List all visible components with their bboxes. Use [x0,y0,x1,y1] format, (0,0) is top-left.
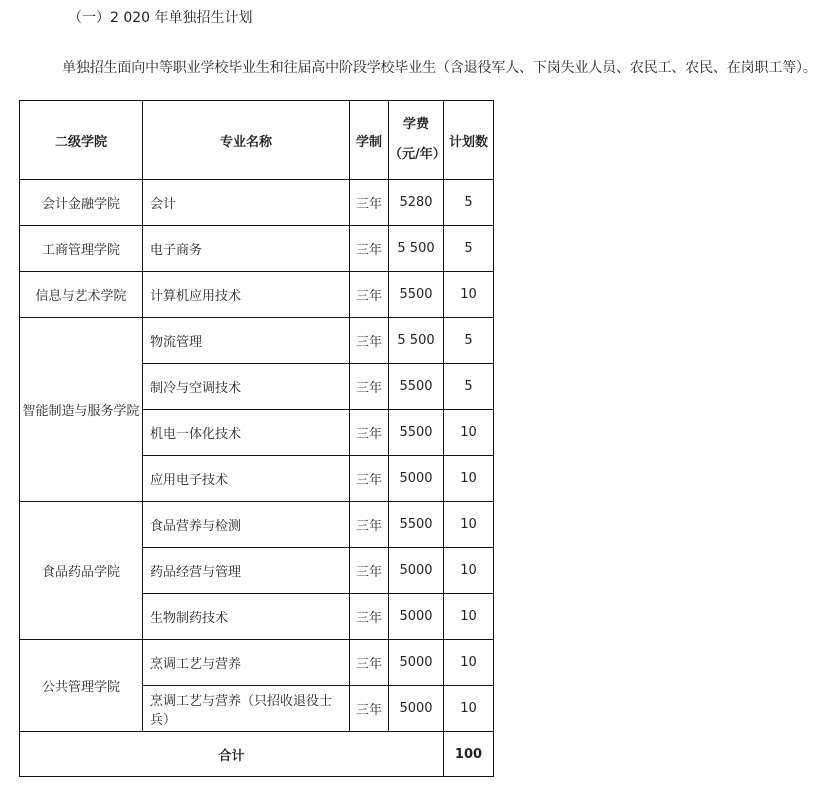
college-cell: 食品药品学院 [20,502,143,640]
duration-cell: 三年 [350,318,389,364]
quota-cell: 5 [444,226,494,272]
duration-cell: 三年 [350,410,389,456]
total-label: 合计 [20,732,444,777]
fee-cell: 5000 [389,594,444,640]
quota-cell: 10 [444,502,494,548]
fee-cell: 5500 [389,502,444,548]
header-duration: 学制 [350,101,389,180]
header-fee-line1: 学费 [402,117,429,132]
college-cell: 公共管理学院 [20,640,143,732]
major-cell: 生物制药技术 [143,594,350,640]
college-cell: 智能制造与服务学院 [20,318,143,502]
major-cell: 计算机应用技术 [143,272,350,318]
table-row [20,640,494,686]
fee-cell: 5280 [389,180,444,226]
header-fee [389,101,444,180]
duration-cell: 三年 [350,226,389,272]
table-row [20,272,494,318]
table-row [20,180,494,226]
enrollment-plan-table [19,100,494,777]
table-row [20,502,494,548]
table-header-row [20,101,494,180]
major-cell: 会计 [143,180,350,226]
major-cell: 药品经营与管理 [143,548,350,594]
major-cell: 食品营养与检测 [143,502,350,548]
college-cell: 信息与艺术学院 [20,272,143,318]
quota-cell: 10 [444,456,494,502]
major-cell: 制冷与空调技术 [143,364,350,410]
header-quota: 计划数 [444,101,494,180]
fee-cell: 5000 [389,548,444,594]
quota-cell: 10 [444,410,494,456]
quota-cell: 5 [444,318,494,364]
college-cell: 工商管理学院 [20,226,143,272]
duration-cell: 三年 [350,548,389,594]
fee-cell: 5500 [389,364,444,410]
total-value: 100 [444,732,494,777]
table-row [20,318,494,364]
duration-cell: 三年 [350,502,389,548]
header-fee-line2: （元/年） [389,147,446,162]
major-cell: 烹调工艺与营养 [143,640,350,686]
fee-cell: 5500 [389,272,444,318]
header-major: 专业名称 [143,101,350,180]
fee-cell: 5500 [389,410,444,456]
intro-paragraph: 单独招生面向中等职业学校毕业生和往届高中阶段学校毕业生（含退役军人、下岗失业人员、农民工、农民、在岗职工等）。 [62,60,817,76]
fee-cell: 5 500 [389,226,444,272]
duration-cell: 三年 [350,686,389,732]
quota-cell: 10 [444,640,494,686]
fee-cell: 5000 [389,456,444,502]
college-cell: 会计金融学院 [20,180,143,226]
duration-cell: 三年 [350,594,389,640]
quota-cell: 5 [444,180,494,226]
major-cell: 机电一体化技术 [143,410,350,456]
duration-cell: 三年 [350,456,389,502]
fee-cell: 5000 [389,640,444,686]
major-cell: 应用电子技术 [143,456,350,502]
fee-cell: 5 500 [389,318,444,364]
total-row [20,732,494,777]
duration-cell: 三年 [350,364,389,410]
quota-cell: 5 [444,364,494,410]
major-cell: 烹调工艺与营养（只招收退役士兵） [143,686,350,732]
major-cell: 电子商务 [143,226,350,272]
quota-cell: 10 [444,548,494,594]
duration-cell: 三年 [350,180,389,226]
quota-cell: 10 [444,272,494,318]
quota-cell: 10 [444,594,494,640]
duration-cell: 三年 [350,640,389,686]
fee-cell: 5000 [389,686,444,732]
quota-cell: 10 [444,686,494,732]
header-college: 二级学院 [20,101,143,180]
major-cell: 物流管理 [143,318,350,364]
section-heading: （一）2 020 年单独招生计划 [68,10,253,26]
table-row [20,226,494,272]
duration-cell: 三年 [350,272,389,318]
